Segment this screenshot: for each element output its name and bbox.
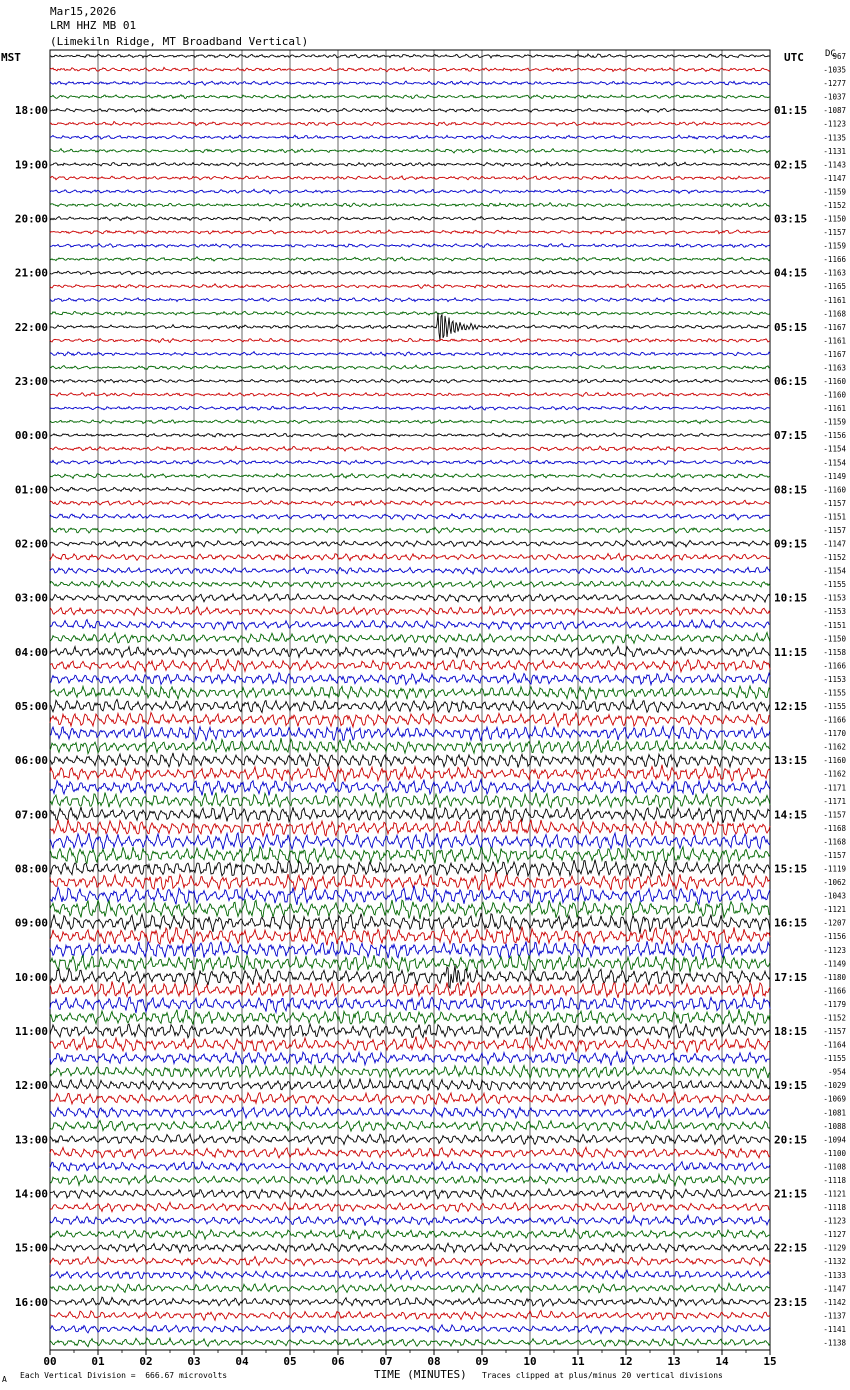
seismogram-trace [50,699,770,712]
hour-label-right: 14:15 [774,808,808,822]
hour-label-right: 15:15 [774,862,808,876]
hour-label-right: 20:15 [774,1133,808,1147]
dc-offset-label: -1135 [823,133,846,143]
station-location: (Limekiln Ridge, MT Broadband Vertical) [50,35,309,48]
dc-offset-label: -1168 [823,837,846,847]
dc-offset-label: -1043 [823,891,846,901]
seismogram-trace [50,1162,770,1172]
hour-label-left: 09:00 [14,916,48,930]
dc-offset-label: -1165 [823,282,846,292]
station-code: LRM HHZ MB 01 [50,19,137,32]
dc-offset-label: -1157 [823,810,846,820]
plot-frame [50,50,770,1350]
hour-label-left: 00:00 [14,429,48,443]
seismogram-trace [50,738,770,753]
dc-offset-label: -1119 [823,864,846,874]
x-tick-label: 14 [715,1355,729,1368]
dc-offset-label: -1161 [823,404,846,414]
dc-offset-label: -1149 [823,471,846,481]
hour-label-right: 08:15 [774,483,808,497]
hour-label-left: 04:00 [14,645,48,659]
dc-offset-label: -1156 [823,932,846,942]
x-tick-label: 15 [763,1355,777,1368]
seismogram-trace [50,230,770,234]
dc-offset-label: -1167 [823,322,846,332]
seismogram-trace [50,284,770,289]
hour-label-right: 07:15 [774,429,808,443]
seismogram-trace [50,1270,770,1279]
dc-offset-label: -1137 [823,1311,846,1321]
dc-offset-label: -1166 [823,986,846,996]
seismogram-trace [50,446,770,451]
seismogram-trace [50,553,770,560]
seismogram-trace [50,473,770,478]
hour-label-right: 09:15 [774,537,808,551]
dc-offset-label: -1151 [823,620,846,630]
dc-offset-label: -954 [827,1067,846,1077]
dc-offset-label: -1163 [823,268,846,278]
seismogram-trace [50,1134,770,1144]
seismogram-trace [50,673,770,685]
seismogram-trace [50,189,770,193]
x-tick-label: 04 [235,1355,249,1368]
dc-offset-label: -1094 [823,1135,846,1145]
dc-offset-label: -1108 [823,1162,846,1172]
x-tick-label: 09 [475,1355,489,1368]
hour-label-left: 21:00 [14,266,48,280]
hour-label-left: 15:00 [14,1241,48,1255]
hour-label-left: 11:00 [14,1025,48,1038]
dc-offset-label: -1147 [823,1284,846,1294]
dc-offset-label: -1123 [823,1216,846,1226]
seismogram-trace [50,779,770,795]
seismogram-trace [50,1243,770,1253]
seismogram-trace [50,313,770,341]
seismogram-trace [50,633,770,644]
seismogram-trace [50,1283,770,1292]
x-tick-label: 08 [427,1355,441,1368]
seismogram-trace [50,1120,770,1132]
seismogram-trace [50,713,770,727]
dc-offset-label: -1167 [823,349,846,359]
vertical-scale-note: Each Vertical Division = 666.67 microvolts [20,1371,228,1380]
seismogram-trace [50,271,770,275]
seismogram-trace [50,765,770,782]
seismogram-trace [50,1023,770,1038]
seismogram-trace [50,1093,770,1105]
dc-offset-label: -1156 [823,431,846,441]
dc-offset-label: -1142 [823,1297,846,1307]
seismogram-trace [50,646,770,657]
timezone-left-label: MST [1,51,21,64]
seismogram-trace [50,1229,770,1239]
x-tick-label: 03 [187,1355,201,1368]
x-tick-label: 06 [331,1355,345,1368]
hour-label-right: 21:15 [774,1187,808,1201]
seismogram-trace [50,1189,770,1199]
dc-offset-label: -1118 [823,1175,846,1185]
seismogram-trace [50,1297,770,1306]
dc-offset-header: DC [825,49,836,59]
hour-label-right: 18:15 [774,1025,808,1038]
dc-offset-label: -1138 [823,1338,846,1348]
hour-label-right: 16:15 [774,916,808,930]
hour-label-right: 04:15 [774,266,808,280]
dc-offset-label: -1029 [823,1081,846,1091]
x-tick-label: 11 [571,1355,585,1368]
dc-offset-label: -1162 [823,742,846,752]
x-tick-label: 12 [619,1355,633,1368]
seismogram-trace [50,659,770,671]
x-tick-label: 02 [139,1355,153,1368]
dc-offset-label: -1121 [823,1189,846,1199]
dc-offset-label: -1155 [823,702,846,711]
seismogram-trace [50,108,770,112]
hour-label-right: 02:15 [774,158,808,172]
hour-label-right: 01:15 [774,104,808,118]
dc-offset-label: -1132 [823,1257,846,1267]
dc-offset-label: -1157 [823,1027,846,1036]
dc-offset-label: -1168 [823,823,846,833]
dc-offset-label: -1160 [823,756,846,766]
dc-offset-label: -1153 [823,607,846,617]
seismogram-trace [50,95,770,99]
x-tick-label: 00 [43,1355,57,1368]
hour-label-left: 13:00 [14,1133,48,1147]
seismogram-trace [50,726,770,741]
x-tick-label: 05 [283,1355,297,1368]
hour-label-right: 11:15 [774,645,808,659]
dc-offset-label: -1154 [823,458,846,468]
hour-label-right: 03:15 [774,212,808,226]
dc-offset-label: -1118 [823,1203,846,1213]
dc-offset-label: -1152 [823,200,846,210]
dc-offset-label: -1164 [823,1040,846,1050]
hour-label-right: 05:15 [774,320,808,334]
hour-label-left: 14:00 [14,1187,48,1201]
seismogram-trace [50,176,770,180]
hour-label-left: 22:00 [14,320,48,334]
dc-offset-label: -1170 [823,729,846,739]
seismogram-trace [50,352,770,356]
dc-offset-label: -1141 [823,1324,846,1334]
seismogram-trace [50,1310,770,1320]
seismogram-trace [50,420,770,424]
dc-offset-label: -1149 [823,959,846,969]
dc-offset-label: -1152 [823,1013,846,1023]
hour-label-left: 08:00 [14,862,48,876]
hour-label-left: 23:00 [14,375,48,388]
dc-offset-label: -1160 [823,377,846,386]
hour-label-left: 02:00 [14,537,48,551]
dc-offset-label: -1155 [823,1054,846,1064]
dc-offset-label: -1147 [823,173,846,183]
seismogram-trace [50,540,770,547]
seismogram-trace [50,885,770,904]
seismogram-trace [50,620,770,630]
seismogram-trace [50,594,770,602]
hour-label-right: 12:15 [774,700,808,713]
dc-offset-label: -1207 [823,918,846,928]
dc-offset-label: -1171 [823,796,846,806]
seismogram-trace [50,244,770,248]
dc-offset-label: -1159 [823,417,846,427]
dc-offset-label: -1179 [823,999,846,1009]
dc-offset-label: -1037 [823,92,846,102]
dc-offset-label: -1081 [823,1108,846,1118]
dc-offset-label: -1087 [823,106,846,116]
dc-offset-label: -1154 [823,566,846,576]
corner-mark: A [2,1375,7,1384]
seismogram-trace [50,1174,770,1185]
hour-label-left: 16:00 [14,1295,48,1309]
seismogram-trace [50,379,770,383]
dc-offset-label: -1162 [823,769,846,779]
dc-offset-label: -1166 [823,715,846,725]
dc-offset-label: -1157 [823,228,846,238]
seismogram-trace [50,1338,770,1347]
hour-label-left: 03:00 [14,591,48,605]
x-tick-label: 01 [91,1355,105,1368]
dc-offset-label: -1035 [823,65,846,75]
dc-offset-label: -1127 [823,1230,846,1240]
seismogram-trace [50,365,770,369]
seismogram-trace [50,406,770,410]
seismogram-trace [50,581,770,588]
seismogram-trace [50,298,770,302]
seismogram-trace [50,997,770,1013]
dc-offset-label: -1166 [823,661,846,671]
hour-label-left: 06:00 [14,754,48,768]
seismogram-trace [50,807,770,823]
hour-label-left: 10:00 [14,970,48,984]
hour-label-left: 18:00 [14,104,48,118]
seismogram-trace [50,1202,770,1212]
dc-offset-label: -1180 [823,972,846,982]
dc-offset-label: -1157 [823,525,846,535]
seismogram-trace [50,607,770,616]
seismogram-trace [50,81,770,85]
hour-label-left: 05:00 [14,700,48,713]
dc-offset-label: -1155 [823,688,846,698]
seismogram-trace [50,899,770,919]
seismogram-trace [50,500,770,505]
seismogram-trace [50,121,770,125]
dc-offset-label: -1161 [823,336,846,346]
x-tick-label: 07 [379,1355,393,1368]
seismogram-trace [50,1215,770,1225]
seismogram-trace [50,955,770,972]
seismogram-trace [50,1106,770,1117]
seismogram-trace [50,686,770,700]
seismogram-trace [50,833,770,850]
dc-offset-label: -1151 [823,512,846,522]
timezone-right-label: UTC [784,51,804,64]
dc-offset-label: -1153 [823,674,846,684]
dc-offset-label: -1168 [823,309,846,319]
hour-label-right: 10:15 [774,591,808,605]
x-tick-label: 13 [667,1355,681,1368]
hour-label-left: 20:00 [14,212,48,226]
hour-label-right: 19:15 [774,1079,808,1093]
seismogram-trace [50,54,770,58]
seismogram-trace [50,162,770,166]
seismogram-trace [50,1147,770,1158]
dc-offset-label: -1100 [823,1148,846,1158]
seismogram-trace [50,514,770,520]
dc-offset-label: -1166 [823,255,846,265]
hour-label-left: 19:00 [14,158,48,172]
x-axis-label: TIME (MINUTES) [374,1368,467,1381]
seismogram-trace [50,338,770,342]
hour-label-right: 22:15 [774,1241,808,1255]
hour-label-right: 23:15 [774,1295,808,1309]
seismogram-trace [50,1325,770,1334]
dc-offset-label: -1153 [823,593,846,603]
seismogram-trace [50,487,770,492]
clip-note: Traces clipped at plus/minus 20 vertical divisions [482,1371,723,1380]
dc-offset-label: -1163 [823,363,846,373]
seismogram-trace [50,460,770,465]
dc-offset-label: -1121 [823,905,846,915]
plot-date: Mar15,2026 [50,5,117,18]
seismogram-trace [50,67,770,71]
dc-offset-label: -1158 [823,647,846,657]
dc-offset-label: -1150 [823,214,846,224]
dc-offset-label: -1277 [823,79,846,89]
dc-offset-label: -1143 [823,160,846,170]
dc-offset-label: -1157 [823,498,846,508]
hour-label-right: 13:15 [774,754,808,768]
seismogram-trace [50,1065,770,1078]
seismogram-trace [50,1257,770,1267]
dc-offset-label: -1159 [823,241,846,251]
seismogram-trace [50,1009,770,1025]
dc-offset-label: -1150 [823,634,846,644]
seismogram-trace [50,311,770,315]
dc-offset-label: -1154 [823,444,846,454]
dc-offset-label: -1152 [823,553,846,563]
dc-offset-label: -1161 [823,295,846,305]
dc-offset-label: -1123 [823,119,846,129]
seismogram-trace [50,135,770,139]
dc-offset-label: -1160 [823,485,846,495]
hour-label-left: 01:00 [14,483,48,497]
seismogram-trace [50,847,770,864]
dc-offset-label: -1157 [823,850,846,860]
dc-offset-label: -1088 [823,1121,846,1131]
seismogram-trace [50,433,770,437]
dc-offset-label: -1131 [823,146,846,156]
hour-label-left: 07:00 [14,808,48,822]
seismogram-trace [50,1078,770,1090]
seismogram-trace [50,1037,770,1053]
hour-label-right: 17:15 [774,970,808,984]
seismogram-trace [50,217,770,221]
dc-offset-label: -1159 [823,187,846,197]
seismogram-trace [50,860,770,877]
seismogram-trace [50,257,770,261]
hour-label-right: 06:15 [774,375,808,388]
seismogram-trace [50,203,770,207]
seismogram-trace [50,792,770,808]
dc-offset-label: -1171 [823,783,846,793]
x-tick-label: 10 [523,1355,537,1368]
seismogram-trace [50,981,770,997]
seismogram-trace [50,392,770,396]
hour-label-left: 12:00 [14,1079,48,1093]
dc-offset-label: -1069 [823,1094,846,1104]
dc-offset-label: -1123 [823,945,846,955]
dc-offset-label: -1133 [823,1270,846,1280]
dc-offset-label: -1147 [823,539,846,549]
seismogram-trace [50,567,770,574]
seismogram-trace [50,149,770,153]
dc-offset-label: 967 [832,52,846,61]
dc-offset-label: -1160 [823,390,846,400]
dc-offset-label: -1129 [823,1243,846,1253]
seismogram-trace [50,1052,770,1066]
seismogram-trace [50,528,770,534]
dc-offset-label: -1155 [823,580,846,590]
dc-offset-label: -1062 [823,878,846,888]
